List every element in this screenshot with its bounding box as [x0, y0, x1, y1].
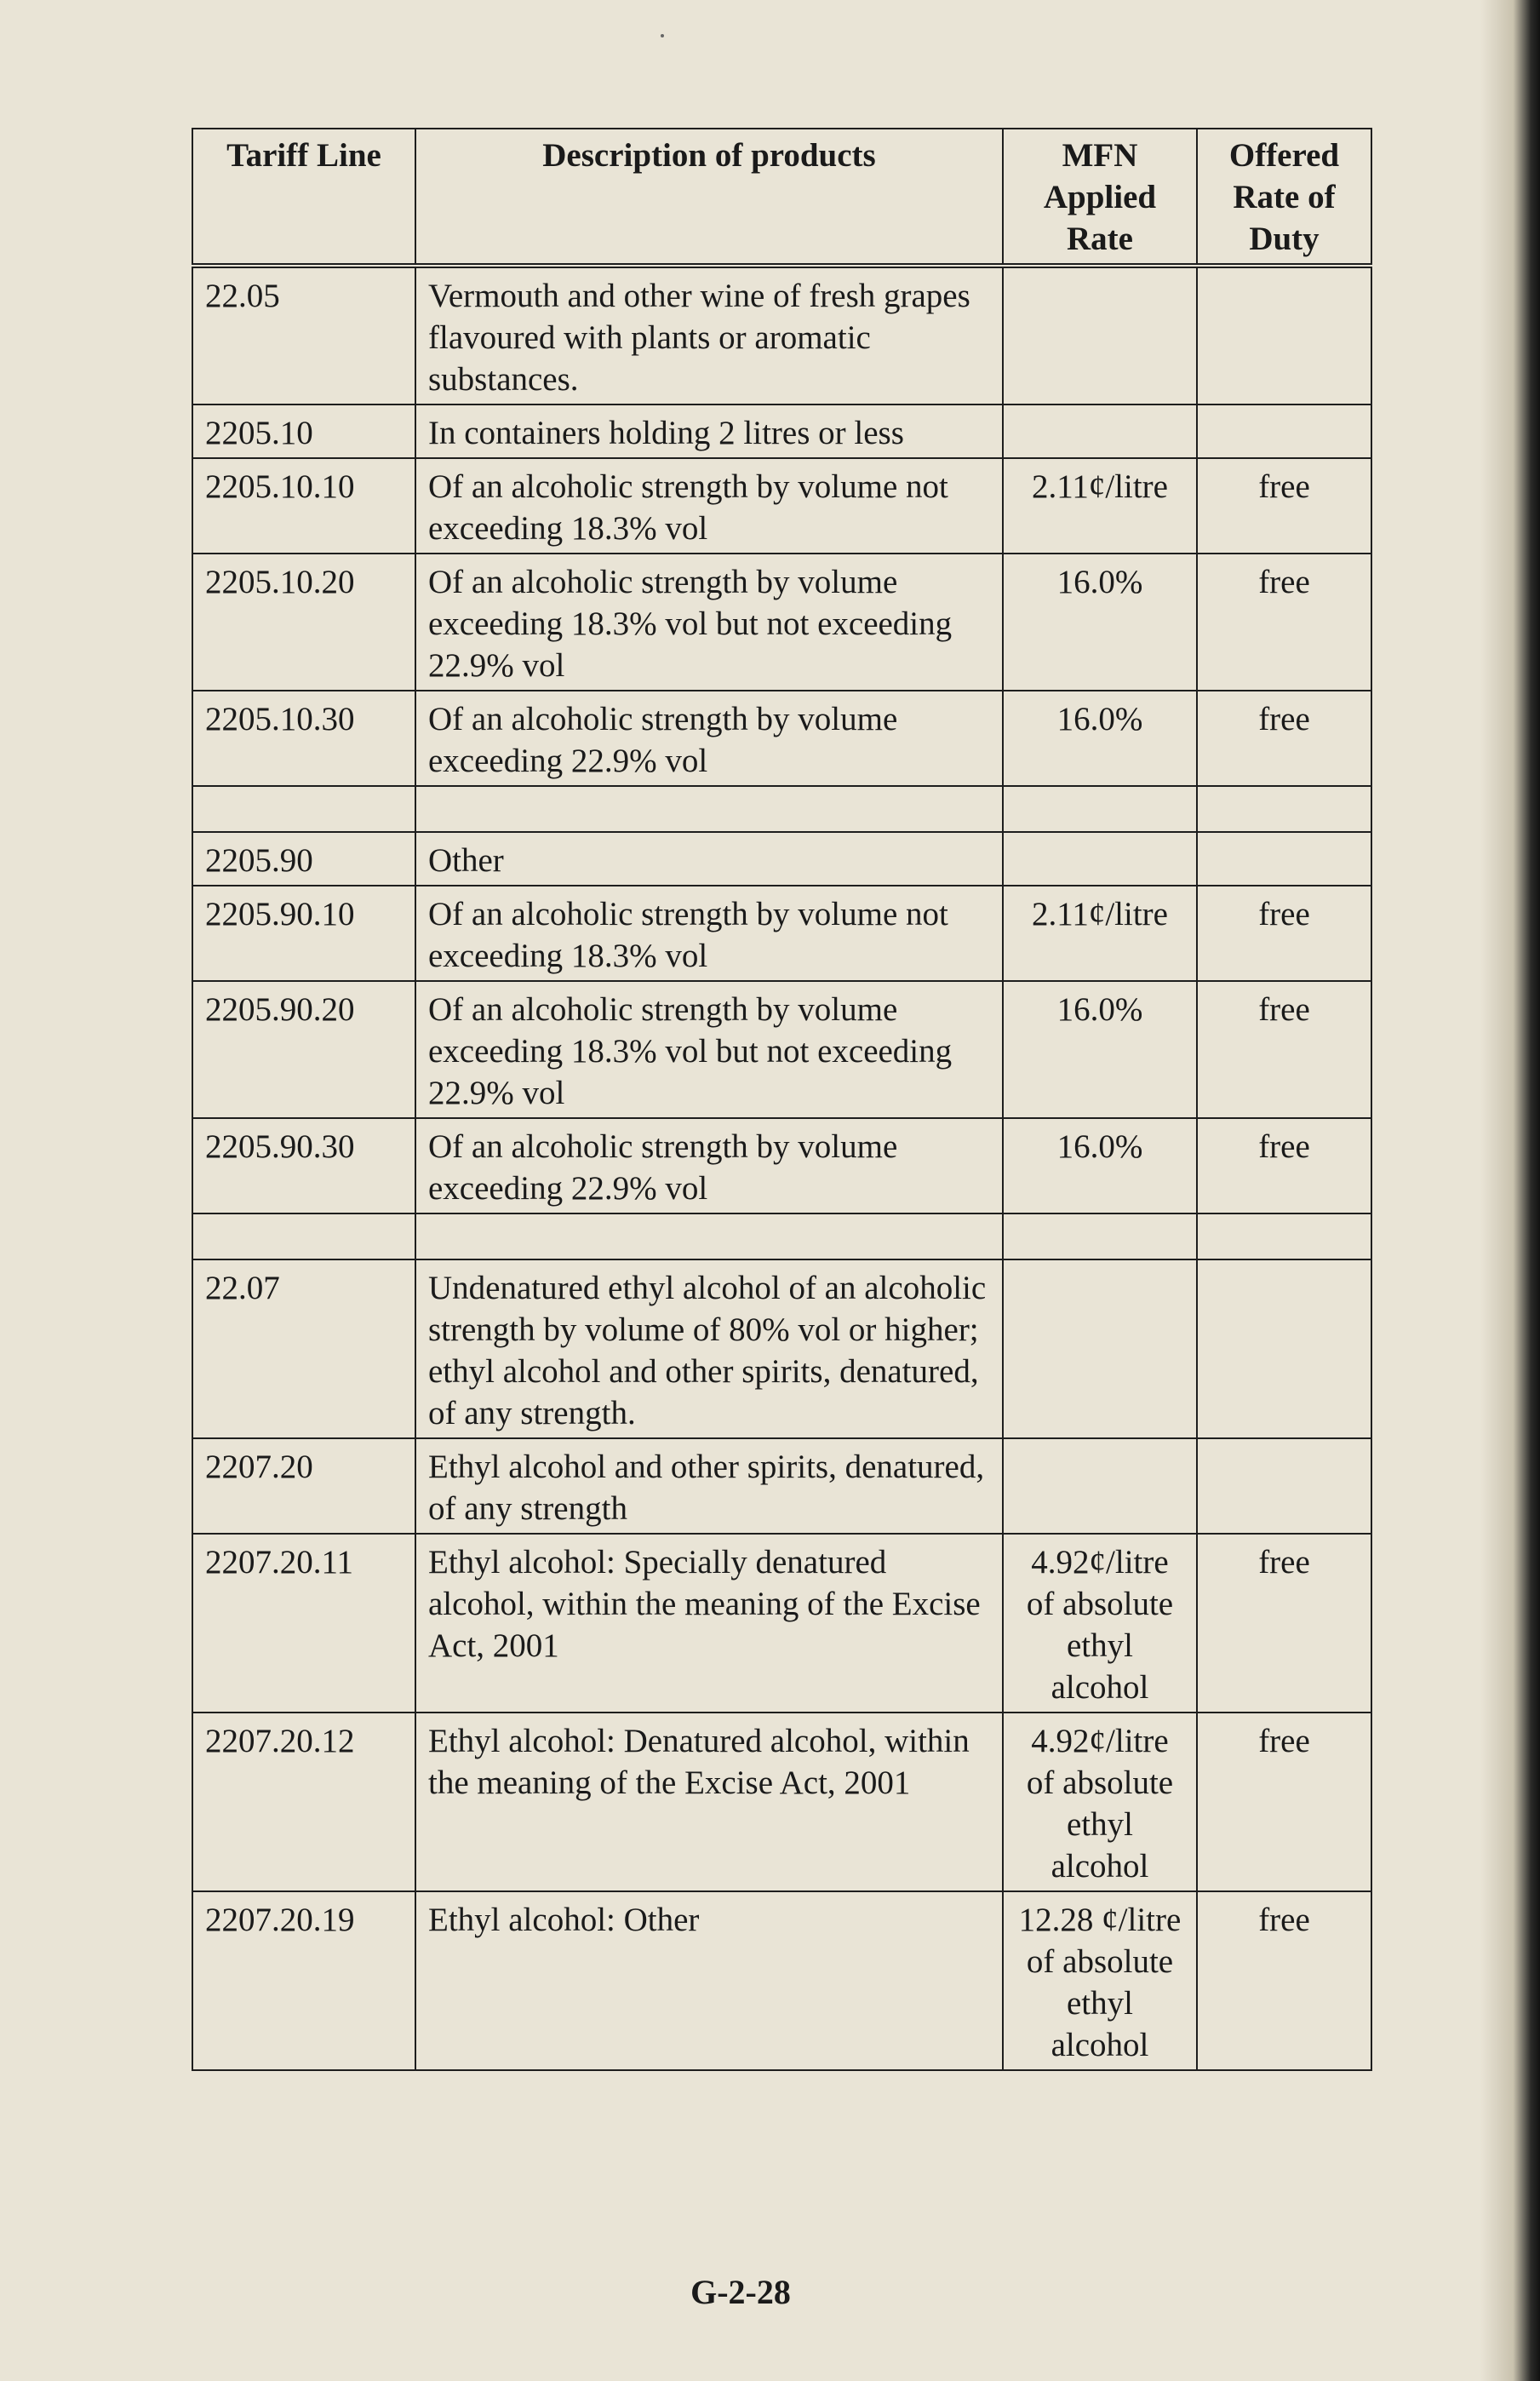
table-row [192, 1259, 1371, 1438]
description-cell: In containers holding 2 litres or less [415, 404, 1003, 458]
mfn-rate-cell [1003, 1213, 1197, 1259]
tariff-table [192, 128, 1372, 2071]
mfn-rate-cell: 4.92¢/litre of absolute ethyl alcohol [1003, 1534, 1197, 1713]
header-tariff-line: Tariff Line [192, 129, 415, 266]
mfn-rate-cell [1003, 404, 1197, 458]
description-cell: Ethyl alcohol: Specially denatured alcohol, within the meaning of the Excise Act, 2001 [415, 1534, 1003, 1713]
table-row [192, 266, 1371, 404]
description-cell: Of an alcoholic strength by volume exceeding 18.3% vol but not exceeding 22.9% vol [415, 981, 1003, 1118]
page-speck [661, 34, 664, 37]
description-cell: Ethyl alcohol: Other [415, 1891, 1003, 2070]
offered-rate-cell: free [1197, 554, 1371, 691]
tariff-line-cell: 2205.90.20 [192, 981, 415, 1118]
table-row [192, 1438, 1371, 1534]
mfn-rate-cell [1003, 1259, 1197, 1438]
table-row [192, 981, 1371, 1118]
header-mfn-rate: MFN Applied Rate [1003, 129, 1197, 266]
description-cell: Undenatured ethyl alcohol of an alcoholic strength by volume of 80% vol or higher; ethyl alcohol and other spirits, denatured, of any strength. [415, 1259, 1003, 1438]
table-row [192, 1213, 1371, 1259]
offered-rate-cell: free [1197, 1713, 1371, 1891]
offered-rate-cell [1197, 1259, 1371, 1438]
table-row [192, 886, 1371, 981]
description-cell [415, 786, 1003, 832]
table-row [192, 786, 1371, 832]
mfn-rate-cell: 2.11¢/litre [1003, 886, 1197, 981]
book-spine-shadow [1480, 0, 1540, 2381]
table-row [192, 554, 1371, 691]
description-cell: Of an alcoholic strength by volume not exceeding 18.3% vol [415, 886, 1003, 981]
table-row [192, 1118, 1371, 1213]
tariff-line-cell: 2205.90.10 [192, 886, 415, 981]
header-description: Description of products [415, 129, 1003, 266]
offered-rate-cell [1197, 404, 1371, 458]
mfn-rate-cell [1003, 266, 1197, 404]
tariff-line-cell [192, 786, 415, 832]
description-cell: Of an alcoholic strength by volume not exceeding 18.3% vol [415, 458, 1003, 554]
table-row [192, 691, 1371, 786]
mfn-rate-cell [1003, 832, 1197, 886]
mfn-rate-cell: 16.0% [1003, 554, 1197, 691]
offered-rate-cell [1197, 266, 1371, 404]
tariff-line-cell: 2207.20.12 [192, 1713, 415, 1891]
offered-rate-cell: free [1197, 458, 1371, 554]
offered-rate-cell: free [1197, 1118, 1371, 1213]
table-header-row [192, 129, 1371, 266]
description-cell: Ethyl alcohol: Denatured alcohol, within the meaning of the Excise Act, 2001 [415, 1713, 1003, 1891]
table-row [192, 1713, 1371, 1891]
offered-rate-cell [1197, 1438, 1371, 1534]
table-body [192, 266, 1371, 2070]
description-cell: Ethyl alcohol and other spirits, denatured, of any strength [415, 1438, 1003, 1534]
offered-rate-cell: free [1197, 1891, 1371, 2070]
tariff-line-cell: 2205.10 [192, 404, 415, 458]
page-number: G-2-28 [690, 2273, 791, 2311]
description-cell: Vermouth and other wine of fresh grapes flavoured with plants or aromatic substances. [415, 266, 1003, 404]
table-row [192, 458, 1371, 554]
mfn-rate-cell [1003, 786, 1197, 832]
tariff-line-cell: 2205.90.30 [192, 1118, 415, 1213]
offered-rate-cell: free [1197, 886, 1371, 981]
tariff-line-cell: 2207.20.19 [192, 1891, 415, 2070]
offered-rate-cell [1197, 786, 1371, 832]
mfn-rate-cell: 4.92¢/litre of absolute ethyl alcohol [1003, 1713, 1197, 1891]
table-row [192, 1891, 1371, 2070]
description-cell [415, 1213, 1003, 1259]
table-row [192, 404, 1371, 458]
description-cell: Other [415, 832, 1003, 886]
header-offered-rate: Offered Rate of Duty [1197, 129, 1371, 266]
tariff-line-cell: 2205.90 [192, 832, 415, 886]
mfn-rate-cell [1003, 1438, 1197, 1534]
tariff-line-cell: 22.05 [192, 266, 415, 404]
description-cell: Of an alcoholic strength by volume exceeding 18.3% vol but not exceeding 22.9% vol [415, 554, 1003, 691]
description-cell: Of an alcoholic strength by volume exceeding 22.9% vol [415, 1118, 1003, 1213]
offered-rate-cell: free [1197, 981, 1371, 1118]
table-row [192, 1534, 1371, 1713]
mfn-rate-cell: 16.0% [1003, 691, 1197, 786]
offered-rate-cell: free [1197, 691, 1371, 786]
tariff-line-cell: 2207.20.11 [192, 1534, 415, 1713]
offered-rate-cell [1197, 832, 1371, 886]
mfn-rate-cell: 2.11¢/litre [1003, 458, 1197, 554]
mfn-rate-cell: 16.0% [1003, 1118, 1197, 1213]
mfn-rate-cell: 16.0% [1003, 981, 1197, 1118]
tariff-line-cell [192, 1213, 415, 1259]
table-row [192, 832, 1371, 886]
tariff-line-cell: 2207.20 [192, 1438, 415, 1534]
offered-rate-cell [1197, 1213, 1371, 1259]
tariff-line-cell: 2205.10.30 [192, 691, 415, 786]
tariff-line-cell: 22.07 [192, 1259, 415, 1438]
description-cell: Of an alcoholic strength by volume exceeding 22.9% vol [415, 691, 1003, 786]
offered-rate-cell: free [1197, 1534, 1371, 1713]
tariff-line-cell: 2205.10.20 [192, 554, 415, 691]
tariff-line-cell: 2205.10.10 [192, 458, 415, 554]
mfn-rate-cell: 12.28 ¢/litre of absolute ethyl alcohol [1003, 1891, 1197, 2070]
